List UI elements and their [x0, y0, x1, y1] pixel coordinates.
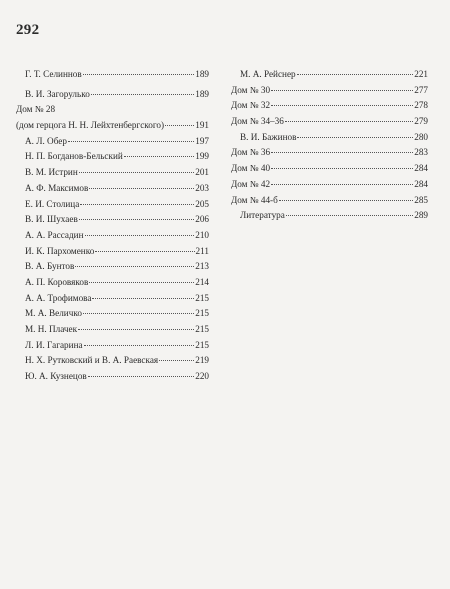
toc-entry [16, 244, 209, 260]
page-number: 292 [16, 22, 40, 38]
toc-entry [231, 83, 428, 99]
toc-entry-page: 221 [414, 69, 428, 79]
dot-leader [165, 125, 194, 126]
dot-leader [75, 266, 194, 267]
toc-entry [231, 130, 428, 146]
toc-entry-page: 197 [195, 135, 209, 146]
dot-leader [68, 141, 194, 142]
toc-entry [16, 165, 209, 181]
toc-entry-label: М. Н. Плачек [25, 324, 78, 334]
toc-entry-label: В. А. Бунтов [25, 261, 75, 272]
toc-entry-page: 210 [195, 229, 209, 240]
toc-entry-page: 289 [414, 210, 428, 221]
toc-entry-page: 283 [414, 147, 428, 158]
dot-leader [89, 188, 194, 189]
toc-entry-page: 277 [414, 84, 428, 95]
toc-entry-page: 284 [414, 163, 428, 174]
toc-entry-label: Г. Т. Селиннов [25, 69, 82, 79]
toc-entry-page: 215 [195, 324, 209, 334]
toc-entry-page: 280 [414, 131, 428, 142]
toc-entry [16, 291, 209, 307]
toc-entry-label: Л. И. Гагарина [25, 339, 83, 350]
toc-entry-label: А. А. Рассадин [25, 229, 84, 240]
dot-leader [84, 345, 195, 346]
dot-leader [285, 121, 413, 122]
toc-entry [231, 193, 428, 209]
toc-entry [231, 67, 428, 83]
toc-entry-label: И. К. Пархоменко [25, 245, 95, 256]
dot-leader [124, 156, 194, 157]
dot-leader [80, 204, 194, 205]
toc-entry-page: 199 [195, 151, 209, 162]
toc-entry [16, 149, 209, 165]
toc-entry-label: Дом № 28 [16, 104, 56, 115]
dot-leader [279, 200, 413, 201]
toc-entry-label: Е. И. Столица [25, 198, 80, 209]
toc-entry [16, 353, 209, 369]
toc-entry-label: Дом № 40 [231, 163, 271, 174]
toc-entry-page: 219 [195, 355, 209, 366]
toc-entry [16, 87, 209, 103]
dot-leader [159, 360, 194, 361]
toc-entry [16, 181, 209, 197]
toc-entry-page: 285 [414, 194, 428, 205]
toc-entry [16, 275, 209, 291]
toc-entry-label: Дом № 44-б [231, 194, 278, 205]
toc-entry-page: 211 [195, 245, 209, 256]
toc-entry-page: 213 [195, 261, 209, 272]
toc-entry-label: Н. П. Богданов-Бельский [25, 151, 123, 162]
toc-entry [16, 306, 209, 322]
toc-entry [16, 322, 209, 338]
dot-leader [79, 219, 194, 220]
toc-entry-page: 189 [195, 88, 209, 99]
dot-leader [271, 105, 413, 106]
toc-entry [16, 197, 209, 213]
toc-entry [16, 118, 209, 134]
toc-entry [231, 161, 428, 177]
toc-left-column [16, 67, 209, 385]
toc-right-column [231, 67, 428, 224]
dot-leader [286, 215, 413, 216]
toc-entry-label: В. И. Загорулько [25, 88, 90, 99]
toc-entry-page: 215 [195, 339, 209, 350]
toc-entry-page: 278 [414, 100, 428, 111]
toc-entry-label: Ю. А. Кузнецов [25, 371, 87, 382]
toc-entry [231, 98, 428, 114]
toc-entry-page: 220 [195, 371, 209, 382]
toc-entry [16, 259, 209, 275]
toc-entry-label: В. М. Истрин [25, 167, 78, 178]
toc-entry-page: 215 [195, 308, 209, 319]
toc-entry [16, 338, 209, 354]
toc-entry-page: 189 [195, 69, 209, 79]
dot-leader [271, 90, 413, 91]
toc-entry [16, 228, 209, 244]
dot-leader [271, 184, 413, 185]
dot-leader [297, 137, 413, 138]
dot-leader [89, 282, 194, 283]
toc-entry-label: Литература [240, 210, 285, 221]
toc-entry [16, 134, 209, 150]
dot-leader [95, 251, 194, 252]
toc-entry [231, 145, 428, 161]
dot-leader [83, 74, 194, 75]
toc-entry [231, 114, 428, 130]
toc-entry-page: 284 [414, 178, 428, 189]
toc-entry-label: Н. Х. Рутковский и В. А. Раевская [25, 355, 159, 366]
dot-leader [85, 235, 195, 236]
dot-leader [78, 329, 194, 330]
toc-entry-label: М. А. Величко [25, 308, 82, 319]
dot-leader [91, 94, 194, 95]
toc-entry-page: 214 [195, 276, 209, 287]
toc-entry-label: В. И. Шухаев [25, 214, 78, 225]
toc-entry [16, 212, 209, 228]
toc-entry-page: 215 [195, 292, 209, 303]
toc-entry-page: 203 [195, 182, 209, 193]
toc-entry-label: Дом № 30 [231, 84, 271, 95]
dot-leader [271, 168, 413, 169]
toc-entry-label: А. Л. Обер [25, 135, 67, 146]
toc-entry-label: В. И. Бажинов [240, 131, 297, 142]
dot-leader [79, 172, 194, 173]
toc-entry-label: А. П. Коровяков [25, 276, 89, 287]
toc-entry-label: А. А. Трофимова [25, 292, 92, 303]
toc-entry-page: 201 [195, 167, 209, 178]
toc-entry-label: Дом № 42 [231, 178, 271, 189]
toc-entry [16, 67, 209, 83]
toc-entry-page: 191 [195, 120, 209, 131]
dot-leader [92, 298, 194, 299]
toc-entry-page: 206 [195, 214, 209, 225]
dot-leader [271, 152, 413, 153]
toc-entry-page: 205 [195, 198, 209, 209]
toc-entry [231, 177, 428, 193]
toc-entry-page: 279 [414, 116, 428, 127]
toc-entry-label: Дом № 36 [231, 147, 271, 158]
toc-entry-label: М. А. Рейснер [240, 69, 296, 79]
toc-section-heading [16, 102, 209, 118]
toc-entry-label: Дом № 32 [231, 100, 271, 111]
toc-entry-label: (дом герцога Н. Н. Лейхтенбергского) [16, 120, 165, 131]
toc-entry-label: А. Ф. Максимов [25, 182, 89, 193]
toc-entry [231, 208, 428, 224]
toc-entry [16, 369, 209, 385]
dot-leader [88, 376, 194, 377]
dot-leader [297, 74, 414, 75]
dot-leader [83, 313, 194, 314]
toc-entry-label: Дом № 34–36 [231, 116, 284, 127]
